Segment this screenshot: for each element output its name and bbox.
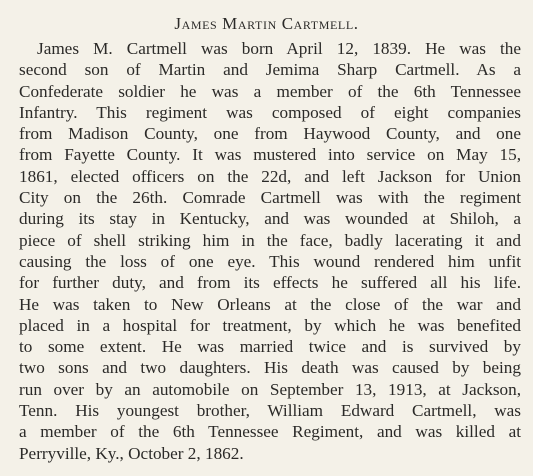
text-line: Confederate soldier he was a member of the 6th Tennessee	[19, 81, 521, 101]
text-line: run over by an automobile on September 13, 1913, at Jackson,	[19, 379, 521, 399]
text-line: to some extent. He was married twice and is survived by	[19, 337, 521, 357]
text-line: during its stay in Kentucky, and was wounded at Shiloh, a	[19, 209, 521, 229]
text-line: He was taken to New Orleans at the close of the war and	[19, 294, 521, 314]
text-line: placed in a hospital for treatment, by which he was benefited	[19, 315, 521, 335]
text-line: for further duty, and from its effects he suffered all his life.	[19, 273, 521, 293]
text-line: Tenn. His youngest brother, William Edward Cartmell, was	[19, 401, 521, 421]
text-line: causing the loss of one eye. This wound rendered him unfit	[19, 251, 521, 271]
text-line: piece of shell striking him in the face, badly lacerating it and	[19, 230, 521, 250]
text-line: James M. Cartmell was born April 12, 1839. He was the	[37, 39, 521, 58]
article-body	[19, 38, 521, 464]
text-line: Perryville, Ky., October 2, 1862.	[19, 443, 244, 463]
text-line: second son of Martin and Jemima Sharp Cartmell. As a	[19, 60, 521, 80]
text-line: a member of the 6th Tennessee Regiment, and was killed at	[19, 422, 521, 442]
text-line: 1861, elected officers on the 22d, and left Jackson for Union	[19, 166, 521, 186]
text-line: from Fayette County. It was mustered into service on May 15,	[19, 145, 521, 165]
text-line: two sons and two daughters. His death was caused by being	[19, 358, 521, 378]
text-line: from Madison County, one from Haywood County, and one	[19, 124, 521, 144]
article-title: James Martin Cartmell.	[174, 14, 359, 33]
text-line: Infantry. This regiment was composed of eight companies	[19, 102, 521, 122]
text-line: City on the 26th. Comrade Cartmell was with the regiment	[19, 188, 521, 208]
